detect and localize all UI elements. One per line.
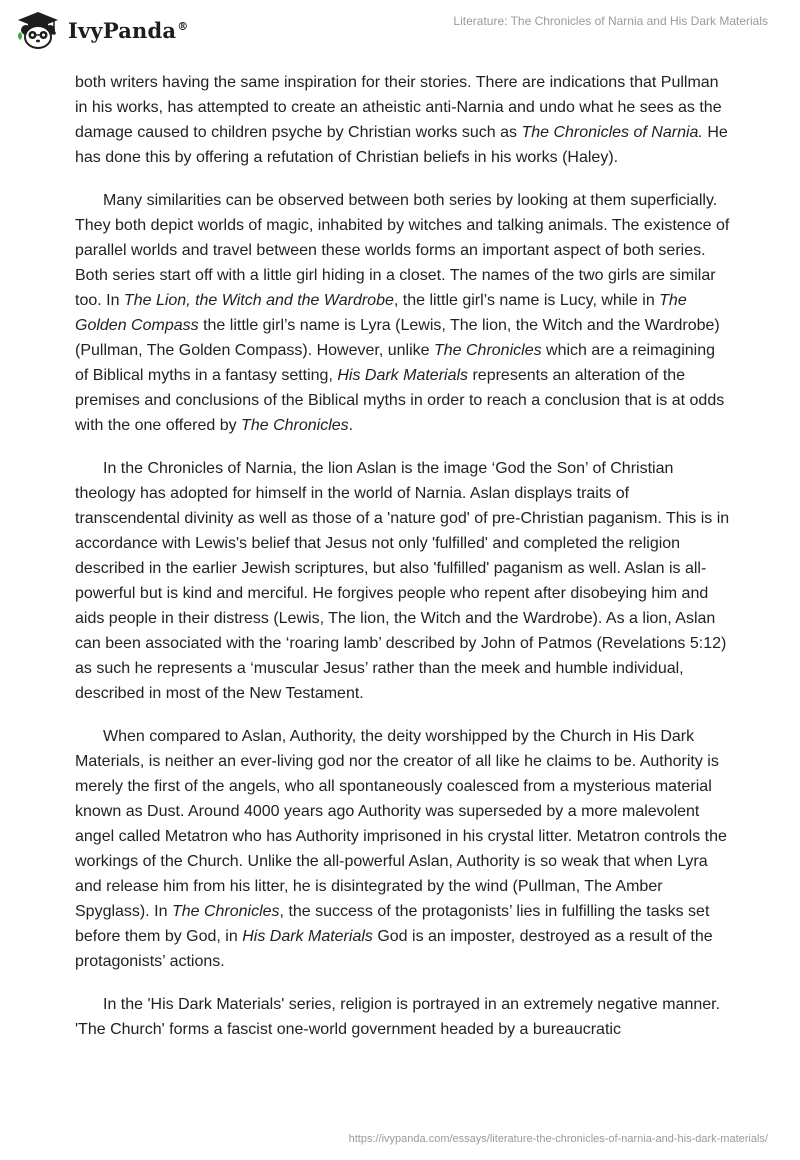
italic-title: The Chronicles of Narnia.	[521, 124, 703, 141]
paragraph-text: represents an alteration of the premises and conclusions of the Biblical myths in order to reach a conclusion that is at odds with the one offered by	[75, 367, 725, 434]
italic-title: The Chronicles	[241, 417, 349, 434]
italic-title: The Golden Compass	[75, 292, 687, 334]
panda-graduate-icon	[14, 10, 62, 50]
page-header	[0, 0, 800, 60]
essay-paragraph	[75, 456, 730, 706]
essay-paragraph	[75, 188, 730, 438]
italic-title: His Dark Materials	[337, 367, 469, 384]
paragraph-text: When compared to Aslan, Authority, the deity worshipped by the Church in His Dark Materials, is neither an ever-living god nor the creator of all like he claims to be. Authority is merely the first of the angels, who all spontaneously coalesced from a mysterious material known as Dust. Around 4000 years ago Authority was superseded by a more malevolent angel called Metatron who has Authority imprisoned in his crystal litter. Metatron controls the workings of the Church. Unlike the all-powerful Aslan, Authority is so weak that when Lyra and release him from his litter, he is disintegrated by the wind (Pullman, The Amber Spyglass). In	[75, 728, 727, 920]
paragraph-text: .	[348, 417, 354, 434]
italic-title: The Lion, the Witch and the Wardrobe	[123, 292, 394, 309]
paragraph-text: God is an imposter, destroyed as a result of the protagonists’ actions.	[75, 928, 713, 970]
essay-body	[75, 70, 730, 1060]
paragraph-text: which are a reimagining of Biblical myths in a fantasy setting,	[75, 342, 716, 384]
italic-title: The Chronicles	[171, 903, 280, 920]
italic-title: His Dark Materials	[242, 928, 373, 945]
paragraph-text: the little girl’s name is Lyra (Lewis, The lion, the Witch and the Wardrobe) (Pullman, The Golden Compass). However, unlike	[75, 317, 720, 359]
essay-paragraph	[75, 992, 730, 1042]
paragraph-text: , the success of the protagonists’ lies in fulfilling the tasks set before them by God, in	[75, 903, 710, 945]
italic-title: The Chronicles	[433, 342, 542, 359]
source-url[interactable]: https://ivypanda.com/essays/literature-the-chronicles-of-narnia-and-his-dark-materials/	[348, 1133, 768, 1145]
paragraph-text: , the little girl’s name is Lucy, while in	[393, 292, 660, 309]
paragraph-text: In the 'His Dark Materials' series, religion is portrayed in an extremely negative manner. 'The Church' forms a fascist one-world government headed by a bureaucratic	[75, 996, 721, 1038]
paragraph-text: He has done this by offering a refutation of Christian beliefs in his works (Haley).	[75, 124, 728, 166]
registered-mark: ®	[177, 19, 189, 33]
essay-paragraph	[75, 724, 730, 974]
paragraph-text: In the Chronicles of Narnia, the lion Aslan is the image ‘God the Son’ of Christian theology has adopted for himself in the world of Narnia. Aslan displays traits of transcendental divinity as well as those of a 'nature god' of pre-Christian paganism. This is in accordance with Lewis's belief that Jesus not only 'fulfilled' and completed the religion described in the earlier Jewish scriptures, but also 'fulfilled' paganism as well. Aslan is all-powerful but is kind and merciful. He forgives people who repent after disobeying him and aids people in their distress (Lewis, The lion, the Witch and the Wardrobe). As a lion, Aslan can been associated with the ‘roaring lamb’ described by John of Patmos (Revelations 5:12) as such he represents a ‘muscular Jesus’ rather than the meek and humble individual, described in most of the New Testament.	[75, 460, 730, 702]
brand-name: IvyPanda®	[68, 17, 189, 43]
essay-paragraph	[75, 70, 730, 170]
document-title: Literature: The Chronicles of Narnia and His Dark Materials	[453, 14, 768, 28]
paragraph-text: both writers having the same inspiration for their stories. There are indications that Pullman in his works, has attempted to create an atheistic anti-Narnia and undo what he sees as the damage caused to children psyche by Christian works such as	[75, 74, 722, 141]
ivypanda-logo[interactable]	[14, 10, 188, 50]
paragraph-text: Many similarities can be observed between both series by looking at them superficially. They both depict worlds of magic, inhabited by witches and talking animals. The existence of parallel worlds and travel between these worlds forms an important aspect of both series. Both series start off with a little girl hiding in a closet. The names of the two girls are similar too. In	[75, 192, 730, 309]
